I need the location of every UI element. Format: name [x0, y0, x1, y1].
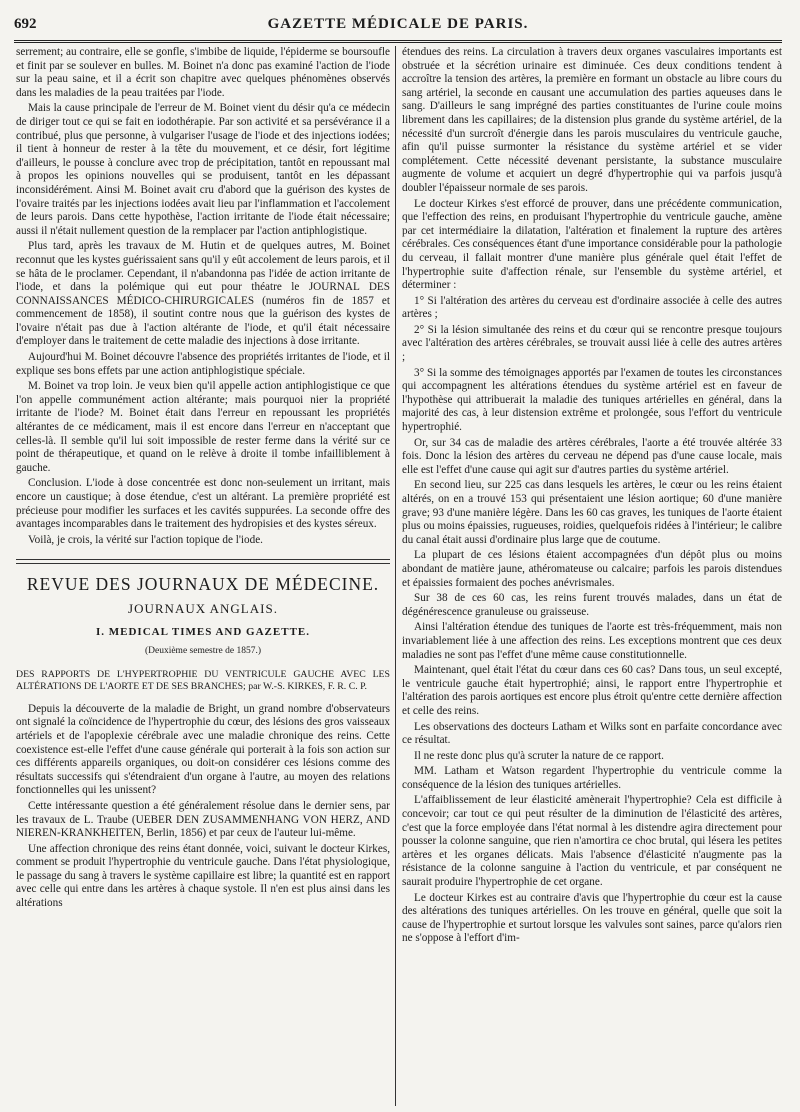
paragraph: L'affaiblissement de leur élasticité amènerait l'hypertrophie? Cela est difficile à concevoir; car tout ce qui peut résulter de la diminution de l'élasticité des artères, c'est que la force employée dans l'état normal à les distendre agira directement pour pousser la colonne sanguine, que rien n'amortira ce choc brutal, qui lésera les petites artères et les organes délicats. Mais l'absence d'élasticité n'augmente pas la résistance de la colonne sanguine à l'action du ventricule, et par conséquent ne saurait produire l'hypertrophie de cet organe. [402, 794, 782, 889]
left-column [16, 46, 390, 1106]
paragraph: MM. Latham et Watson regardent l'hypertrophie du ventricule comme la conséquence de la lésion des tuniques artérielles. [402, 765, 782, 791]
paragraph: Ainsi l'altération étendue des tuniques de l'aorte est très-fréquemment, mais non invariablement liée à une affection des reins. Les exceptions montrent que ces deux maladies ne sont pas l'effet d'une même cause constitutionnelle. [402, 621, 782, 661]
paragraph: Le docteur Kirkes s'est efforcé de prouver, dans une précédente communication, que l'effection des reins, en produisant l'hypertrophie du ventricule gauche, amène par cet intermédiaire la dilatation, l'altération et finalement la rupture des artères cérébrales. Ces conséquences étant d'une importance considérable pour la pathologie du cerveau, il fallait montrer d'une manière plus générale quel était l'effet de l'hypertrophie suite d'affection rénale, sur l'ensemble du système artériel, et déterminer : [402, 197, 782, 292]
paragraph: Cette intéressante question a été généralement résolue dans le dernier sens, par les travaux de L. Traube (UEBER DEN ZUSAMMENHANG VON HERZ, AND NIEREN-KRANKHEITEN, Berlin, 1856) et par ceux de l'auteur lui-même. [16, 799, 390, 840]
list-item: 3° Si la somme des témoignages apportés par l'examen de toutes les circonstances qui accompagnent les altérations étendues du système artériel est en faveur de l'hypothèse qui attribuerait la maladie des tuniques artérielles en général, dans la majorité des cas, à leur distension extrême et prolongée, sous l'effort du ventricule hypertrophié. [402, 366, 782, 434]
paragraph: M. Boinet va trop loin. Je veux bien qu'il appelle action antiphlogistique ce que l'on appelle communément action altérante; mais pourquoi nier la propriété irritante de l'iode? M. Boinet était dans l'erreur en repoussant les propriétés altérantes de ce médicament, mais il est encore dans l'erreur en n'acceptant que celles-là. Il semble qu'il lui soit impossible de rester ferme dans la vérité sur ce point de thérapeutique, et quand on le relève à droite il tombe infailliblement à gauche. [16, 380, 390, 474]
paragraph: Or, sur 34 cas de maladie des artères cérébrales, l'aorte a été trouvée altérée 33 fois. Donc la lésion des artères du cerveau ne dépend pas d'une cause locale, mais elle est l'effet d'une cause qui agit sur d'autres parties du système artériel. [402, 436, 782, 476]
paragraph: Mais la cause principale de l'erreur de M. Boinet vient du désir qu'a ce médecin de diriger tout ce qui se fait en iodothérapie. Par son activité et sa persévérance il a contribué, plus que personne, à vulgariser l'usage de l'iode et des injections iodées; il tient à honneur de rester à la tête du mouvement, et ce désir, fort légitime d'ailleurs, le pousse à conclure avec trop de précipitation, tantôt en repoussant mal à propos les opinions nouvelles qui se produisent, tantôt en les dépassant inconsidérément. Ainsi M. Boinet avait cru d'abord que la guérison des kystes de l'ovaire traités par les injections iodées avait lieu par l'inflammation et l'accolement de leurs parois. Dans cette hypothèse, l'action irritante de l'iode était nécessaire; aussi il n'était nullement question de la remplacer par l'action antiphlogistique. [16, 102, 390, 237]
paragraph: Plus tard, après les travaux de M. Hutin et de quelques autres, M. Boinet reconnut que les kystes guérissaient sans qu'il y eût accolement de leurs parois, et il se hâta de le proclamer. Cependant, il n'abandonna pas l'idée de action irritante de l'iode, et dans la polémique qui eut pour théatre le JOURNAL DES CONNAISSANCES MÉDICO-CHIRURGICALES (numéros fin de 1857 et commencement de 1858), il soutint contre nous que la guérison des kystes de l'ovaire n'était pas due à l'action altérante de l'iode, et qu'il était nécessaire d'employer dans le traitement de cette maladie des injections à dose irritante. [16, 240, 390, 348]
paragraph: Sur 38 de ces 60 cas, les reins furent trouvés malades, dans un état de dégénérescence granuleuse ou graisseuse. [402, 592, 782, 618]
paragraph: Depuis la découverte de la maladie de Bright, un grand nombre d'observateurs ont signalé la coïncidence de l'hypertrophie du cœur, des lésions des gros vaisseaux artériels et de l'apoplexie cérébrale avec une maladie chronique des reins. Cette coexistence est-elle l'effet d'une cause générale qui porterait à la fois son action sur ces différents appareils organiques, ou doit-on considérer ces lésions comme des résultats successifs qui s'étendraient d'un organe à l'autre, au moyen des relations fonctionnelles qui les unissent? [16, 702, 390, 797]
column-rule [395, 46, 396, 1106]
list-item: 2° Si la lésion simultanée des reins et du cœur qui se rencontre presque toujours avec l'altération des artères cérébrales, se trouvait aussi liée à celle des autres artères ; [402, 323, 782, 364]
page-number: 692 [14, 16, 37, 32]
page-header [14, 14, 782, 43]
paragraph: serrement; au contraire, elle se gonfle, s'imbibe de liquide, l'épiderme se boursoufle et finit par se soulever en bulles. M. Boinet n'a donc pas examiné l'action de l'iode sur la peau saine, et il a écrit son chapitre avec quelques phénomènes observés dans les maladies de la peau traitées par l'iode. [16, 46, 390, 99]
paragraph: étendues des reins. La circulation à travers deux organes vasculaires importants est obstruée et la sécrétion urinaire est diminuée. Ces deux conditions tendent à accroître la tension des artères, la première en formant un obstacle au libre cours du sang artériel, la seconde en causant une accumulation des parties aqueuses dans le sang. D'ailleurs le sang imprégné des parties constituantes de l'urine coule moins librement dans les capillaires; de la distension plus grande du système artériel, de la nécessité d'un surcroît d'énergie dans les parois musculaires du ventricule gauche, afin qu'il puisse surmonter la résistance du système artériel et se vider complétement. Cette nécessité devenant persistante, la substance musculaire augmente de volume et acquiert un degré d'hypertrophie qui va parfois jusqu'à doubler l'épaisseur normale de ses parois. [402, 46, 782, 194]
list-item: 1° Si l'altération des artères du cerveau est d'ordinaire associée à celle des autres artères ; [402, 294, 782, 321]
semester-note: (Deuxième semestre de 1857.) [144, 646, 262, 657]
paragraph: Le docteur Kirkes est au contraire d'avis que l'hypertrophie du cœur est la cause des altérations des tuniques artérielles. On les trouve en général, quelle que soit la cause de l'hypertrophie et surtout lorsque les valvules sont saines, parce qu'alors rien ne s'oppose à l'effort d'im- [402, 891, 782, 945]
paragraph: La plupart de ces lésions étaient accompagnées d'un dépôt plus ou moins abondant de matière jaune, athéromateuse ou calcaire; parfois les parois distendues et épaissies formaient des poches anévrismales. [402, 549, 782, 589]
right-column [402, 46, 782, 1106]
section-divider [16, 559, 390, 564]
journal-title: GAZETTE MÉDICALE DE PARIS. [267, 16, 529, 32]
conclusion-paragraph: Conclusion. L'iode à dose concentrée est donc non-seulement un irritant, mais encore un caustique; à dose étendue, c'est un altérant. La première propriété est précieuse pour modifier les surfaces et les cavités suppurées. La seconde offre des avantages incomparables dans le traitement des hydropisies et des kystes séreux. [16, 477, 390, 531]
subsection-heading: JOURNAUX ANGLAIS. [128, 600, 278, 616]
section-heading: REVUE DES JOURNAUX DE MÉDECINE. [26, 574, 380, 595]
paragraph: Maintenant, quel était l'état du cœur dans ces 60 cas? Dans tous, un seul excepté, le ventricule gauche était hypertrophié; ainsi, le rapport entre l'hypertrophie et l'altération des parois aortiques est encore plus étroit qu'entre cette dernière affection et celle des reins. [402, 664, 782, 717]
paragraph: En second lieu, sur 225 cas dans lesquels les artères, le cœur ou les reins étaient altérés, on en a trouvé 153 qui présentaient une lésion aortique; 60 d'une manière grave; 93 d'une manière légère. Dans les 60 cas graves, les tuniques de l'aorte étaient plus ou moins épaissies, rugueuses, roidies, quelquefois ridées à l'intérieur; le calibre du canal était aussi d'ordinaire plus large que de coutume. [402, 479, 782, 546]
article-title: DES RAPPORTS DE L'HYPERTROPHIE DU VENTRICULE GAUCHE AVEC LES ALTÉRATIONS DE L'AORTE ET DE SES BRANCHES; par W.-S. KIRKES, F. R. C. P. [16, 668, 390, 692]
paragraph: Une affection chronique des reins étant donnée, voici, suivant le docteur Kirkes, comment se produit l'hypertrophie du ventricule gauche. Dans l'état physiologique, le passage du sang à travers le système capillaire est libre; la quantité est en rapport avec celle qui entre dans les artères à chaque systole. Il n'en est plus ainsi dans les altérations [16, 842, 390, 910]
paragraph: Voilà, je crois, la vérité sur l'action topique de l'iode. [28, 533, 263, 546]
paragraph: Les observations des docteurs Latham et Wilks sont en parfaite concordance avec ce résultat. [402, 720, 782, 747]
source-journal-heading: I. MEDICAL TIMES AND GAZETTE. [95, 625, 310, 638]
paragraph: Il ne reste donc plus qu'à scruter la nature de ce rapport. [414, 749, 664, 762]
paragraph: Aujourd'hui M. Boinet découvre l'absence des propriétés irritantes de l'iode, et il explique ses bons effets par une action antiphlogistique spéciale. [16, 351, 390, 377]
